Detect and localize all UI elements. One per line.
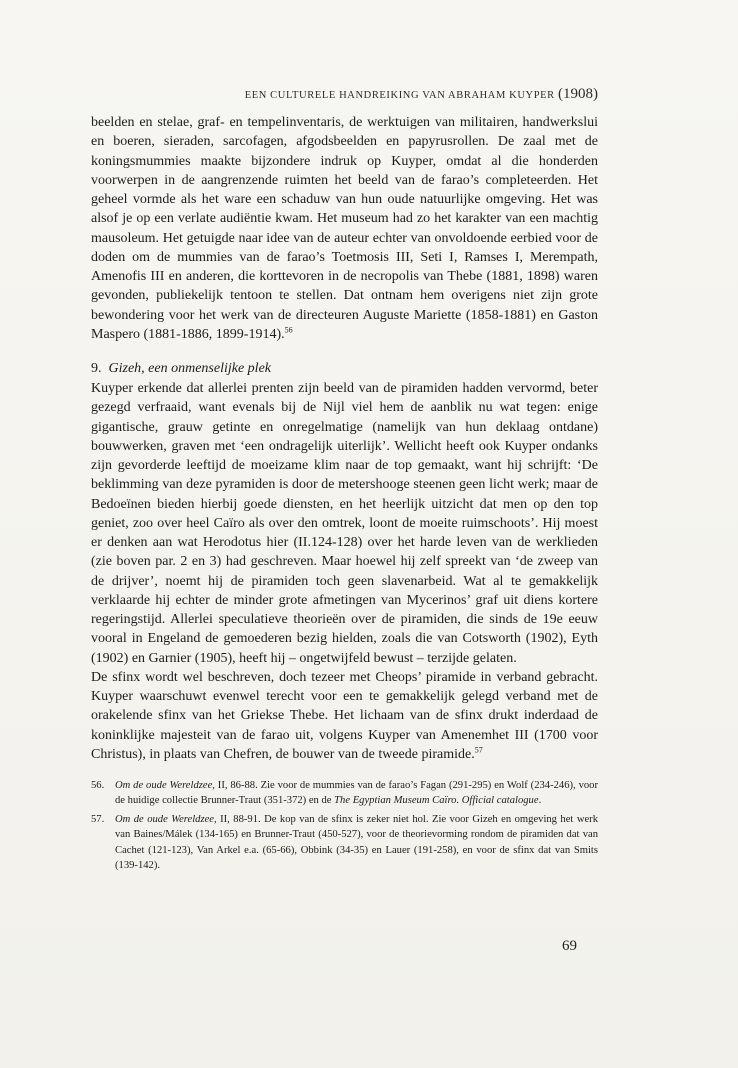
footnote-text bbox=[115, 812, 598, 874]
footnote-number: 56. bbox=[91, 780, 105, 791]
footnote-text bbox=[115, 778, 598, 809]
section-heading bbox=[91, 359, 598, 379]
footnote-end: . bbox=[538, 795, 542, 807]
running-head-title: EEN CULTURELE HANDREIKING VAN ABRAHAM KUYPER bbox=[244, 90, 555, 101]
footnote-57 bbox=[91, 812, 598, 874]
section-title: Gizeh, een onmenselijke plek bbox=[108, 361, 271, 376]
footnote-ref-57[interactable]: 57 bbox=[474, 745, 483, 755]
paragraph-piramiden: Kuyper erkende dat allerlei prenten zijn beeld van de piramiden hadden vervormd, beter gezegd verfraaid, want evenals bij de Nijl viel hem de aanblik nu wat tegen: enige gigantische, grauw getinte en onregelmatige (namelijk van hun deklaag ontdane) bouwwerken, graven met ‘een ondragelijk uiterlijk’. Wellicht heeft ook Kuyper ondanks zijn gevorderde leeftijd de moeizame klim naar de top gemaakt, want hij schrijft: ‘De beklimming van deze pyramiden is door de metershooge steenen geen licht werk; maar de Bedoeïnen bieden hierbij goede diensten, en het heerlijk uitzicht dat men op den top geniet, zoo over heel Caïro als over den omtrek, loont de moeite ruimschoots’. Hij moest er denken aan wat Herodotus hier (II.124-128) over het harde leven van de werklieden (zie boven par. 2 en 3) had geschreven. Maar hoewel hij zelf spreekt van ‘de zweep van de drijver’, noemt hij de piramiden toch geen slavenarbeid. Wat al te gemakkelijk verklaarde hij echter de minder grote afmetingen van Mycerinos’ graf uit diens kortere regeringstijd. Allerlei speculatieve theorieën over de piramiden, die sinds de 19e eeuw vooral in Engeland de gemoederen bezig hielden, zoals die van Cotsworth (1902), Eyth (1902) en Garnier (1905), heeft hij – ongetwijfeld bewust – terzijde gelaten. bbox=[91, 381, 598, 666]
running-head bbox=[0, 86, 738, 103]
footnote-body: , II, 86-88. Zie voor de mummies van de farao’s Fagan (291-295) en Wolf (234-246), voor de huidige collectie Brunner-Traut (351-372) en de bbox=[115, 780, 598, 807]
footnote-work-title-2: The Egyptian Museum Caïro. Official catalogue bbox=[334, 795, 539, 807]
footnote-number: 57. bbox=[91, 813, 105, 825]
paragraph-museum-text: beelden en stelae, graf- en tempelinventaris, de werktuigen van militairen, handwerkslui en boeren, sieraden, sarcofagen, afgodsbeelden en papyrusrollen. De zaal met de koningsmummies maakte bijzondere indruk op Kuyper, omdat al die honderden voorwerpen in de aangrenzende ruimten het beeld van de farao’s completeerden. Het geheel vormde als het ware een schaduw van hun oude natuurlijke omgeving. Het was alsof je op een verlate audiëntie kwam. Het museum had zo het karakter van een machtig mausoleum. Het getuigde naar idee van de auteur echter van onvoldoende eerbied voor de doden om de mummies van de farao’s Toetmosis III, Seti I, Ramses I, Merempath, Amenofis III en anderen, die korttevoren in de necropolis van Thebe (1881, 1898) waren gevonden, publiekelijk tentoon te stellen. Dat ontnam hem overigens niet zijn grote bewondering voor het werk van de directeuren Auguste Mariette (1858-1881) en Gaston Maspero (1881-1886, 1899-1914). bbox=[91, 115, 598, 342]
footnote-work-title: Om de oude Wereldzee bbox=[115, 780, 213, 791]
footnotes bbox=[91, 778, 598, 873]
running-head-year: (1908) bbox=[558, 86, 598, 102]
body-text bbox=[91, 113, 598, 876]
footnote-ref-56[interactable]: 56 bbox=[284, 325, 293, 335]
page-number: 69 bbox=[562, 938, 577, 954]
section-number: 9. bbox=[91, 361, 102, 376]
footnote-body: , II, 88-91. De kop van de sfinx is zeker niet hol. Zie voor Gizeh en omgeving het werk van Baines/Málek (134-165) en Brunner-Traut (450-527), voor de theorievorming rondom de piramiden dat van Cachet (121-123), Van Arkel e.a. (65-66), Obbink (34-35) en Lauer (191-258), en voor de sfinx dat van Smits (139-142). bbox=[115, 813, 599, 872]
paragraph-sfinx bbox=[91, 668, 598, 764]
paragraph-museum bbox=[91, 113, 598, 344]
paragraph-sfinx-text: De sfinx wordt wel beschreven, doch tezeer met Cheops’ piramide in verband gebracht. Kuyper waarschuwt evenwel terecht voor een te gemakkelijk gelegd verband met de orakelende sfinx van het Griekse Thebe. Het lichaam van de sfinx drukt inderdaad de koninklijke majesteit van de farao uit, volgens Kuyper van Amenemhet III (1700 voor Christus), in plaats van Chefren, de bouwer van de tweede piramide. bbox=[91, 669, 598, 762]
footnote-56 bbox=[91, 778, 598, 809]
footnote-work-title: Om de oude Wereldzee bbox=[115, 813, 215, 825]
